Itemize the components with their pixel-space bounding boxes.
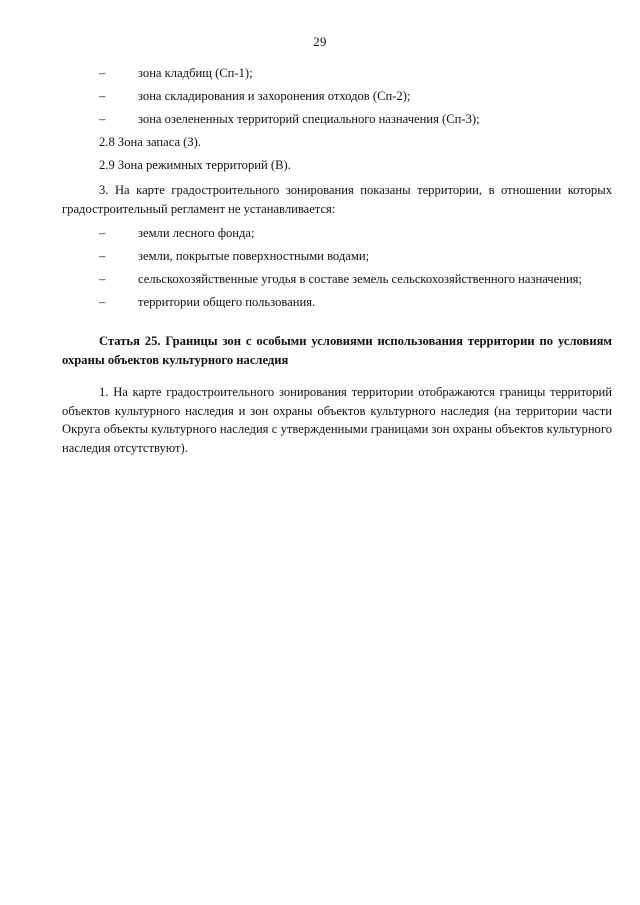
list-item xyxy=(62,62,612,85)
list-dash: – xyxy=(99,89,106,103)
list-item-text: территории общего пользования. xyxy=(138,295,316,309)
article-25-heading: Статья 25. Границы зон с особыми условиями использования территории по условиям охраны объектов культурного наследия xyxy=(62,334,612,367)
list-dash: – xyxy=(99,112,106,126)
list-item xyxy=(62,222,612,245)
list-item-text: зона кладбищ (Сп-1); xyxy=(138,66,253,80)
list-item-text: сельскохозяйственные угодья в составе земель сельскохозяйственного назначения; xyxy=(138,272,582,286)
list-dash: – xyxy=(99,272,106,286)
list-dash: – xyxy=(99,226,106,240)
list-item-text: земли, покрытые поверхностными водами; xyxy=(138,249,370,263)
list-item-text: зона озелененных территорий специального назначения (Сп-3); xyxy=(138,112,480,126)
list-item xyxy=(62,291,612,314)
list-item-text: зона складирования и захоронения отходов (Сп-2); xyxy=(138,89,411,103)
page-content xyxy=(62,62,612,457)
paragraph-3: 3. На карте градостроительного зонирования показаны территории, в отношении которых градостроительный регламент не устанавливается: xyxy=(62,183,612,216)
zone-2-8-line: 2.8 Зона запаса (З). xyxy=(99,135,202,149)
list-item xyxy=(62,85,612,108)
list-dash: – xyxy=(99,295,106,309)
page-number: 29 xyxy=(313,35,327,49)
list-item xyxy=(62,245,612,268)
list-item xyxy=(62,108,612,131)
list-item-text: земли лесного фонда; xyxy=(138,226,255,240)
list-dash: – xyxy=(99,249,106,263)
article-25-paragraph-1: 1. На карте градостроительного зонирования территории отображаются границы территорий объектов культурного наследия и зон охраны объектов культурного наследия (на территории части Округа объекты культурного наследия с утвержденными границами зон охраны объектов культурного наследия отсутствуют). xyxy=(62,385,612,455)
zone-2-9-line: 2.9 Зона режимных территорий (В). xyxy=(99,158,291,172)
list-item xyxy=(62,268,612,291)
list-dash: – xyxy=(99,66,106,80)
